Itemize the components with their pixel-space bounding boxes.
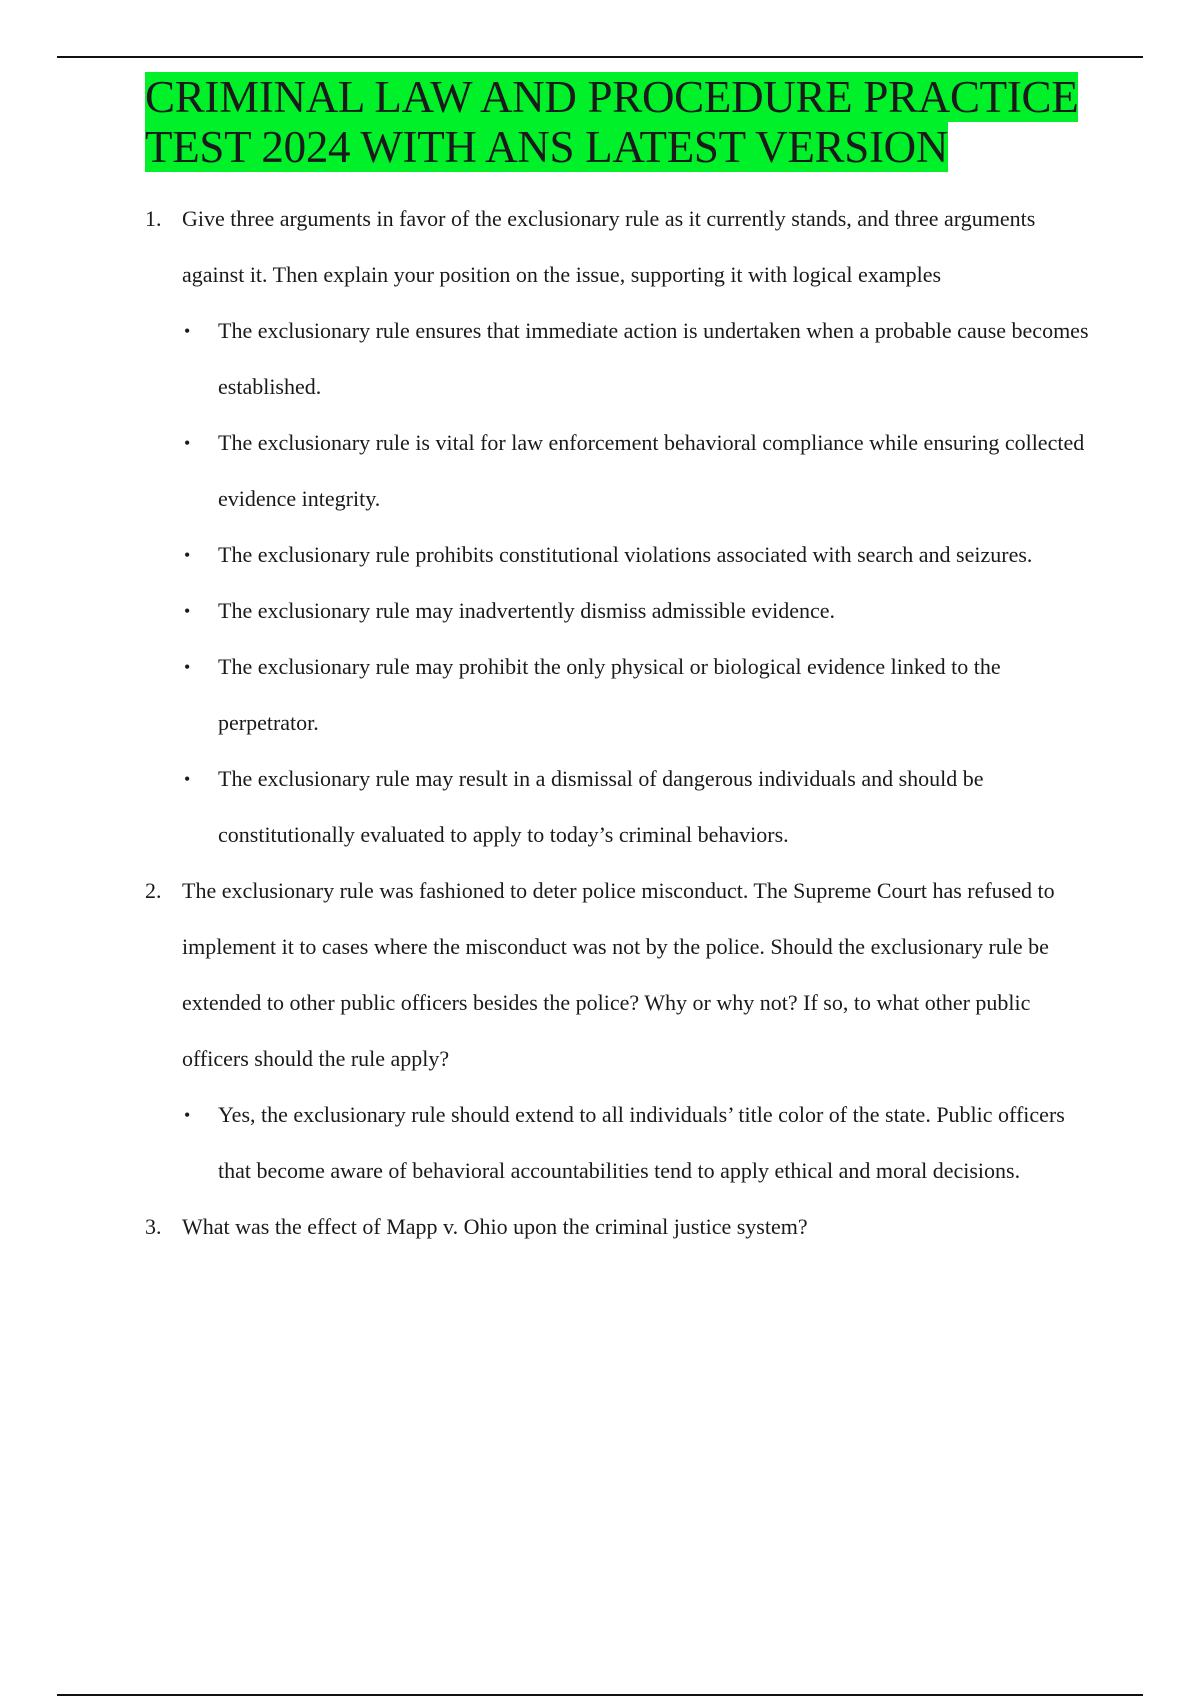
top-rule: [57, 56, 1143, 58]
answer-text: The exclusionary rule may prohibit the only physical or biological evidence linked to the perpetrator.: [218, 654, 1001, 735]
bullet-icon: •: [184, 601, 191, 621]
question-3: [145, 1199, 1095, 1255]
answer-list: [182, 303, 1095, 863]
question-list: [145, 191, 1095, 1255]
answer-item: [182, 303, 1095, 415]
bullet-icon: •: [184, 657, 191, 677]
answer-list: [182, 1087, 1095, 1199]
answer-item: [182, 751, 1095, 863]
answer-item: [182, 583, 1095, 639]
bullet-icon: •: [184, 321, 191, 341]
question-number: 2.: [145, 878, 162, 903]
bullet-icon: •: [184, 769, 191, 789]
question-text: What was the effect of Mapp v. Ohio upon the criminal justice system?: [182, 1214, 808, 1239]
question-text: The exclusionary rule was fashioned to deter police misconduct. The Supreme Court has refused to implement it to cases where the misconduct was not by the police. Should the exclusionary rule be extended to other public officers besides the police? Why or why not? If so, to what other public officers should the rule apply?: [182, 878, 1055, 1071]
title-highlight: CRIMINAL LAW AND PROCEDURE PRACTICE TEST 2024 WITH ANS LATEST VERSION: [145, 72, 1079, 172]
answer-text: The exclusionary rule may inadvertently dismiss admissible evidence.: [218, 598, 836, 623]
question-number: 1.: [145, 206, 162, 231]
answer-text: The exclusionary rule is vital for law enforcement behavioral compliance while ensuring collected evidence integrity.: [218, 430, 1085, 511]
answer-item: [182, 415, 1095, 527]
question-number: 3.: [145, 1214, 162, 1239]
answer-text: The exclusionary rule may result in a dismissal of dangerous individuals and should be constitutionally evaluated to apply to today’s criminal behaviors.: [218, 766, 984, 847]
answer-item: [182, 527, 1095, 583]
bullet-icon: •: [184, 545, 191, 565]
question-2: [145, 863, 1095, 1199]
bullet-icon: •: [184, 433, 191, 453]
question-1: [145, 191, 1095, 863]
answer-item: [182, 1087, 1095, 1199]
document-title: [145, 72, 1095, 172]
bullet-icon: •: [184, 1105, 191, 1125]
answer-item: [182, 639, 1095, 751]
question-text: Give three arguments in favor of the exclusionary rule as it currently stands, and three arguments against it. Then explain your position on the issue, supporting it with logical examples: [182, 206, 1036, 287]
bottom-rule: [57, 1694, 1143, 1696]
answer-text: The exclusionary rule ensures that immediate action is undertaken when a probable cause becomes established.: [218, 318, 1089, 399]
answer-text: Yes, the exclusionary rule should extend to all individuals’ title color of the state. Public officers that become aware of behavioral accountabilities tend to apply ethical and moral decisions.: [218, 1102, 1065, 1183]
document-body: [145, 191, 1095, 1255]
answer-text: The exclusionary rule prohibits constitutional violations associated with search and seizures.: [218, 542, 1033, 567]
